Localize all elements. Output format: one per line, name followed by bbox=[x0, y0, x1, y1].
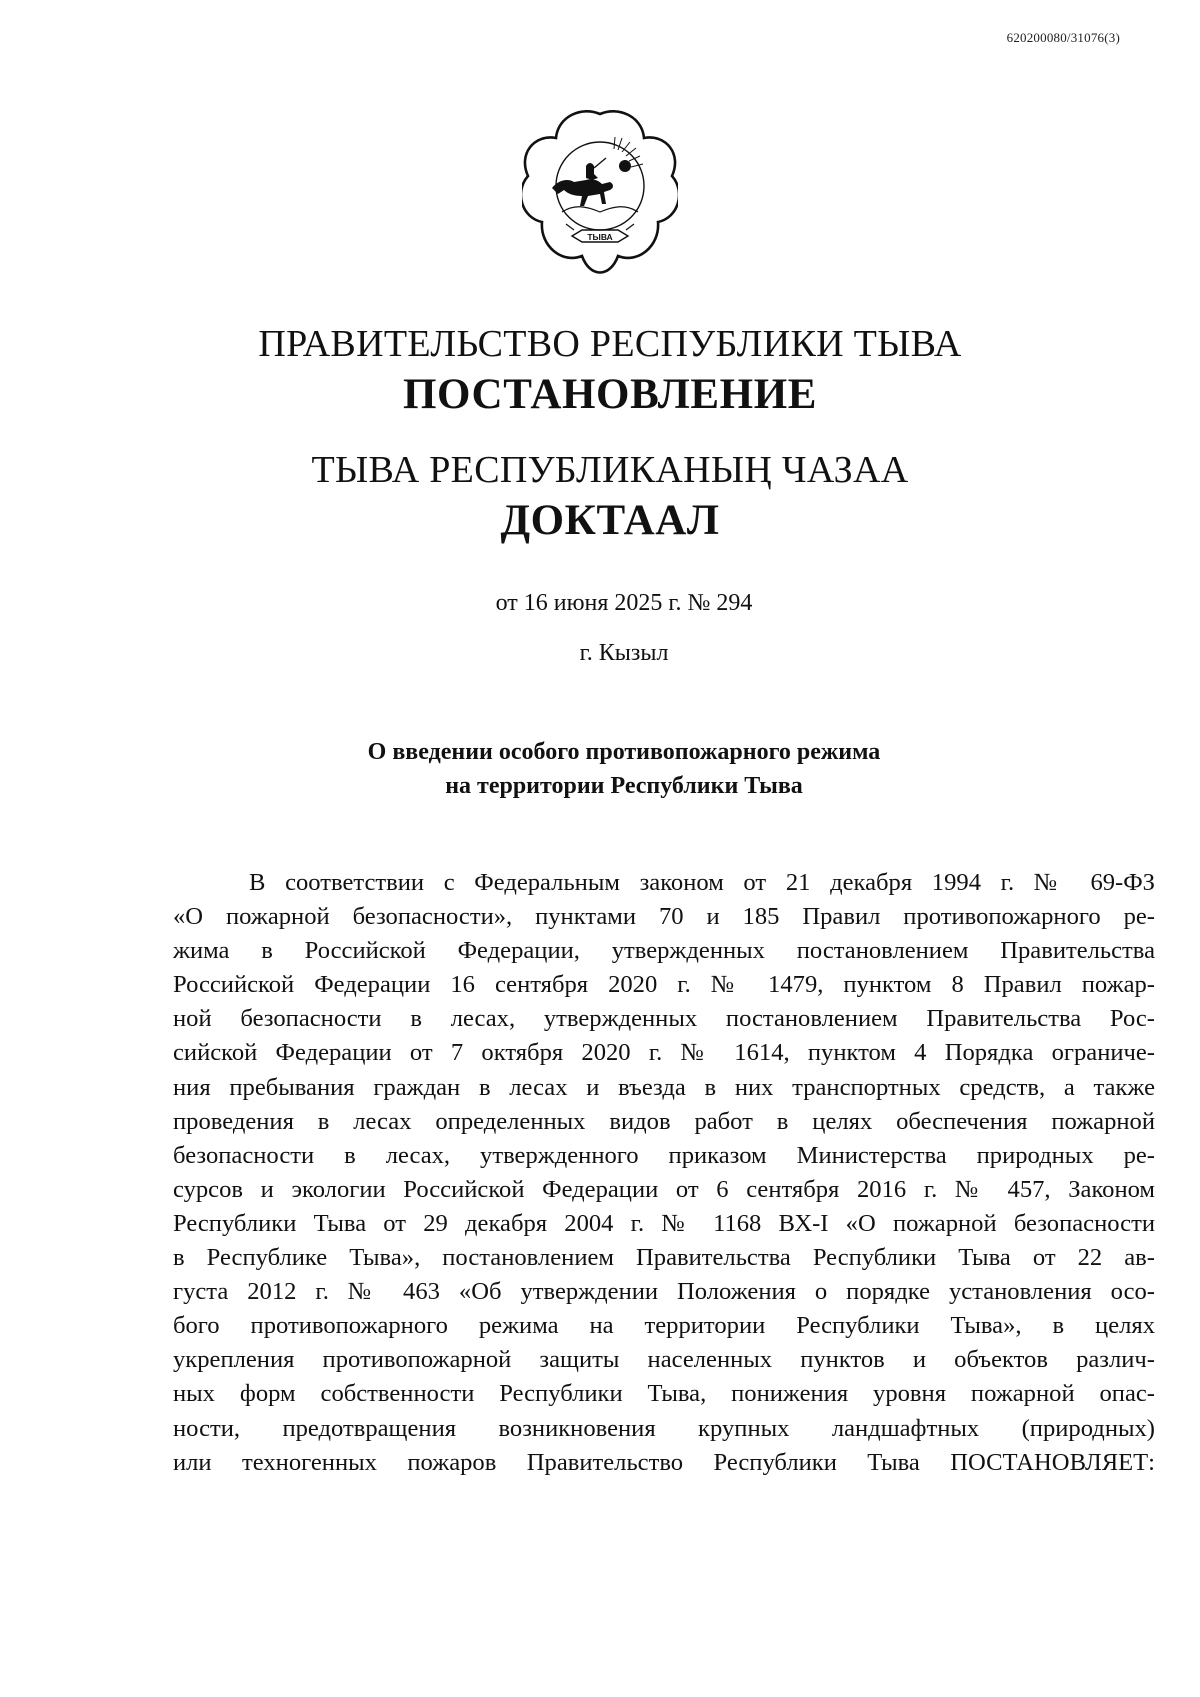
government-title-ru: ПРАВИТЕЛЬСТВО РЕСПУБЛИКИ ТЫВА bbox=[258, 323, 962, 365]
body-line: сийской Федерации от 7 октября 2020 г. № 1614, пунктом 4 Порядка ограниче- bbox=[173, 1039, 1155, 1067]
body-line: Российской Федерации 16 сентября 2020 г. № 1479, пунктом 8 Правил пожар- bbox=[173, 971, 1155, 999]
decree-date-number: от 16 июня 2025 г. № 294 bbox=[495, 590, 753, 616]
body-line: «О пожарной безопасности», пунктами 70 и 185 Правил противопожарного ре- bbox=[173, 903, 1155, 931]
decree-city: г. Кызыл bbox=[579, 640, 669, 666]
tuva-coat-of-arms-icon bbox=[522, 108, 678, 284]
body-line: укрепления противопожарной защиты населенных пунктов и объектов различ- bbox=[173, 1346, 1155, 1374]
government-title-tyv: ТЫВА РЕСПУБЛИКАНЫҢ ЧАЗАА bbox=[311, 449, 909, 491]
body-line: или техногенных пожаров Правительство Республики Тыва ПОСТАНОВЛЯЕТ: bbox=[173, 1448, 1155, 1476]
body-line: ности, предотвращения возникновения крупных ландшафтных (природных) bbox=[173, 1414, 1155, 1442]
body-line: густа 2012 г. № 463 «Об утверждении Положения о порядке установления осо- bbox=[173, 1278, 1155, 1306]
decree-subject-line: О введении особого противопожарного режима bbox=[367, 739, 881, 765]
body-line: проведения в лесах определенных видов работ в целях обеспечения пожарной bbox=[173, 1107, 1155, 1135]
decree-subject bbox=[24, 735, 1200, 803]
body-line: бого противопожарного режима на территории Республики Тыва», в целях bbox=[173, 1312, 1155, 1340]
decree-body bbox=[173, 866, 1155, 1480]
decree-title-tyv: ДОКТААЛ bbox=[500, 497, 720, 544]
body-line: ной безопасности в лесах, утвержденных постановлением Правительства Рос- bbox=[173, 1005, 1155, 1033]
body-line: в Республике Тыва», постановлением Правительства Республики Тыва от 22 ав- bbox=[173, 1244, 1155, 1272]
document-code: 620200080/31076(3) bbox=[1006, 30, 1120, 45]
body-line: ных форм собственности Республики Тыва, понижения уровня пожарной опас- bbox=[173, 1380, 1155, 1408]
body-line: безопасности в лесах, утвержденного приказом Министерства природных ре- bbox=[173, 1141, 1155, 1169]
body-line: сурсов и экологии Российской Федерации от 6 сентября 2016 г. № 457, Законом bbox=[173, 1175, 1155, 1203]
emblem-ribbon-text: ТЫВА bbox=[587, 232, 613, 242]
body-line: Республики Тыва от 29 декабря 2004 г. № 1168 ВХ-I «О пожарной безопасности bbox=[173, 1209, 1155, 1237]
body-line: жима в Российской Федерации, утвержденных постановлением Правительства bbox=[173, 937, 1155, 965]
body-line: ния пребывания граждан в лесах и въезда в них транспортных средств, а также bbox=[173, 1073, 1155, 1101]
decree-subject-line: на территории Республики Тыва bbox=[445, 773, 803, 799]
body-line: В соответствии с Федеральным законом от 21 декабря 1994 г. № 69-ФЗ bbox=[249, 869, 1155, 896]
decree-title-ru: ПОСТАНОВЛЕНИЕ bbox=[402, 371, 818, 418]
